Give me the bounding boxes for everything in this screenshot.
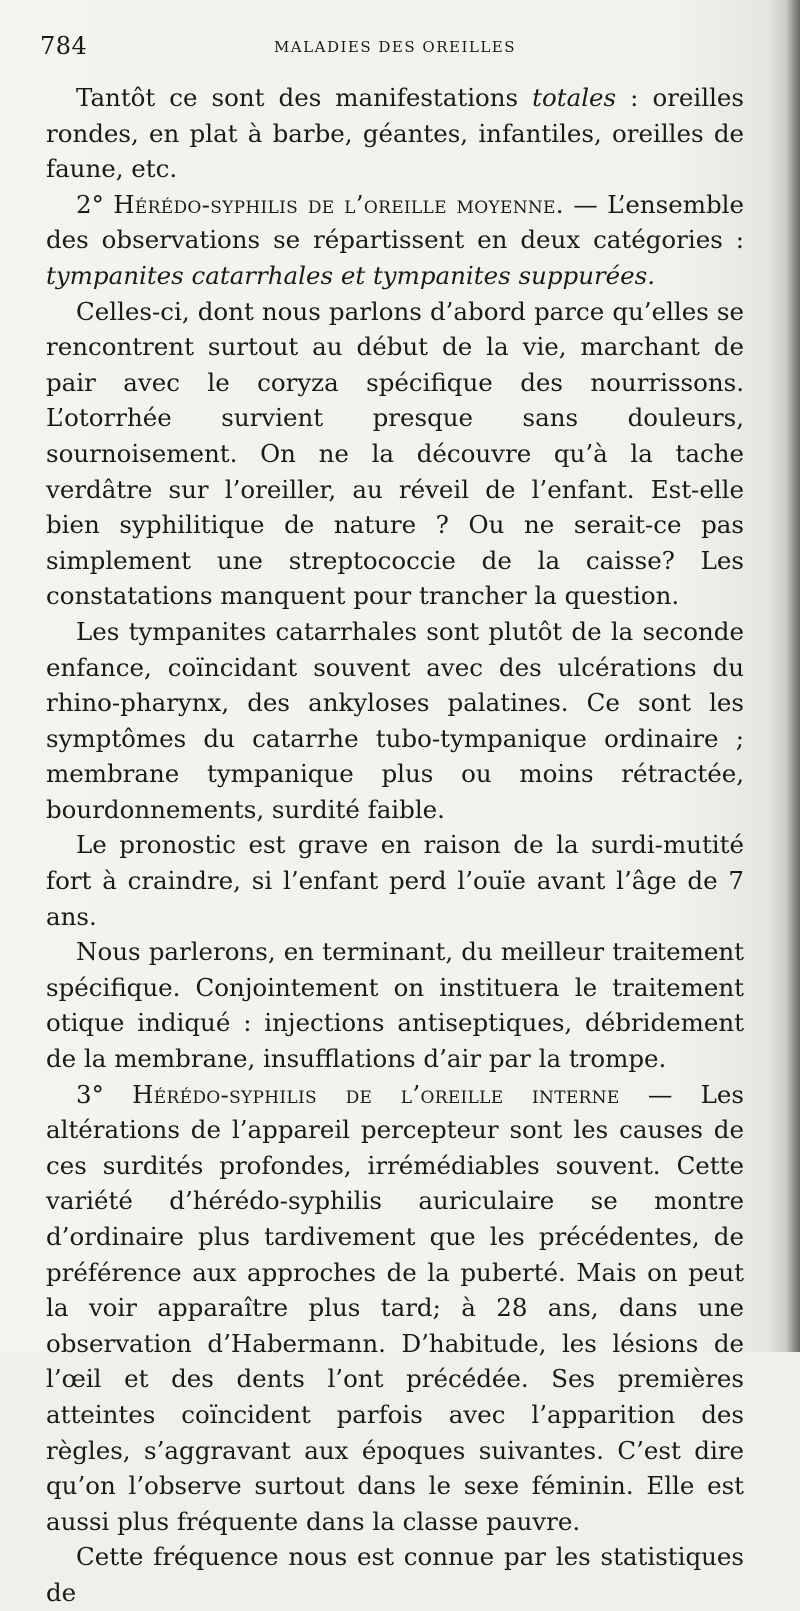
paragraph-2 (46, 187, 744, 294)
paragraph-7-text: — Les altérations de l’appareil percepteur sont les causes de ces surdités profondes, irrémédiables souvent. Cette variété d’hérédo-syphilis auriculaire se montre d’ordinaire plus tardivement que les précédentes, de préférence aux approches de la puberté. Mais on peut la voir apparaître plus tard; à 28 ans, dans une observation d’Habermann. D’habitude, les lésions de l’œil et des dents l’ont précédée. Ses premières atteintes coïncident parfois avec l’apparition des règles, s’aggravant aux époques suivantes. C’est dire qu’on l’observe surtout dans le sexe féminin. Elle est aussi plus fréquente dans la classe pauvre. (46, 1079, 744, 1536)
paragraph-3: Celles-ci, dont nous parlons d’abord parce qu’elles se rencontrent surtout au début de la vie, marchant de pair avec le coryza spécifique des nourrissons. L’otorrhée survient presque sans douleurs, sournoisement. On ne la découvre qu’à la tache verdâtre sur l’oreiller, au réveil de l’enfant. Est-elle bien syphilitique de nature ? Ou ne serait-ce pas simplement une streptococcie de la caisse? Les constatations manquent pour trancher la question. (46, 296, 744, 611)
page-number: 784 (40, 32, 88, 60)
paragraph-7 (46, 1077, 744, 1540)
section-heading-inner-ear: Hérédo-syphilis de l’oreille interne (132, 1079, 620, 1109)
paragraph-5: Le pronostic est grave en raison de la surdi-mutité fort à craindre, si l’enfant perd l’ouïe avant l’âge de 7 ans. (46, 830, 744, 931)
running-head: MALADIES DES OREILLES (273, 38, 517, 56)
page-edge-shadow (786, 0, 800, 1352)
paragraph-1-text-end: : oreilles rondes, en plat à barbe, géantes, infantiles, oreilles de faune, etc. (46, 83, 744, 184)
page-header (40, 30, 750, 64)
paragraph-8: Cette fréquence nous est connue par les statistiques de (46, 1542, 744, 1607)
paragraph-2-emphasis: tympanites catarrhales et tympanites suppurées. (46, 260, 656, 290)
section-number-2: 2° (76, 189, 114, 219)
paragraph-1-emphasis: totales (532, 83, 617, 112)
paragraph-4: Les tympanites catarrhales sont plutôt de la seconde enfance, coïncidant souvent avec des ulcérations du rhino-pharynx, des ankyloses palatines. Ce sont les symptômes du catarrhe tubo-tympanique ordinaire ; membrane tympanique plus ou moins rétractée, bourdonnements, surdité faible. (46, 616, 744, 824)
paragraph-1 (46, 80, 744, 187)
paragraph-6: Nous parlerons, en terminant, du meilleur traitement spécifique. Conjointement on instituera le traitement otique indiqué : injections antiseptiques, débridement de la membrane, insufflations d’air par la trompe. (46, 937, 744, 1074)
body-text (46, 80, 744, 1611)
paragraph-1-text: Tantôt ce sont des manifestations (76, 83, 533, 112)
section-heading-middle-ear: Hérédo-syphilis de l’oreille moyenne. (113, 189, 564, 219)
paragraph-2-text: — L’ensemble des observations se répartissent en deux catégories : (46, 189, 744, 255)
section-number-3: 3° (76, 1079, 133, 1109)
